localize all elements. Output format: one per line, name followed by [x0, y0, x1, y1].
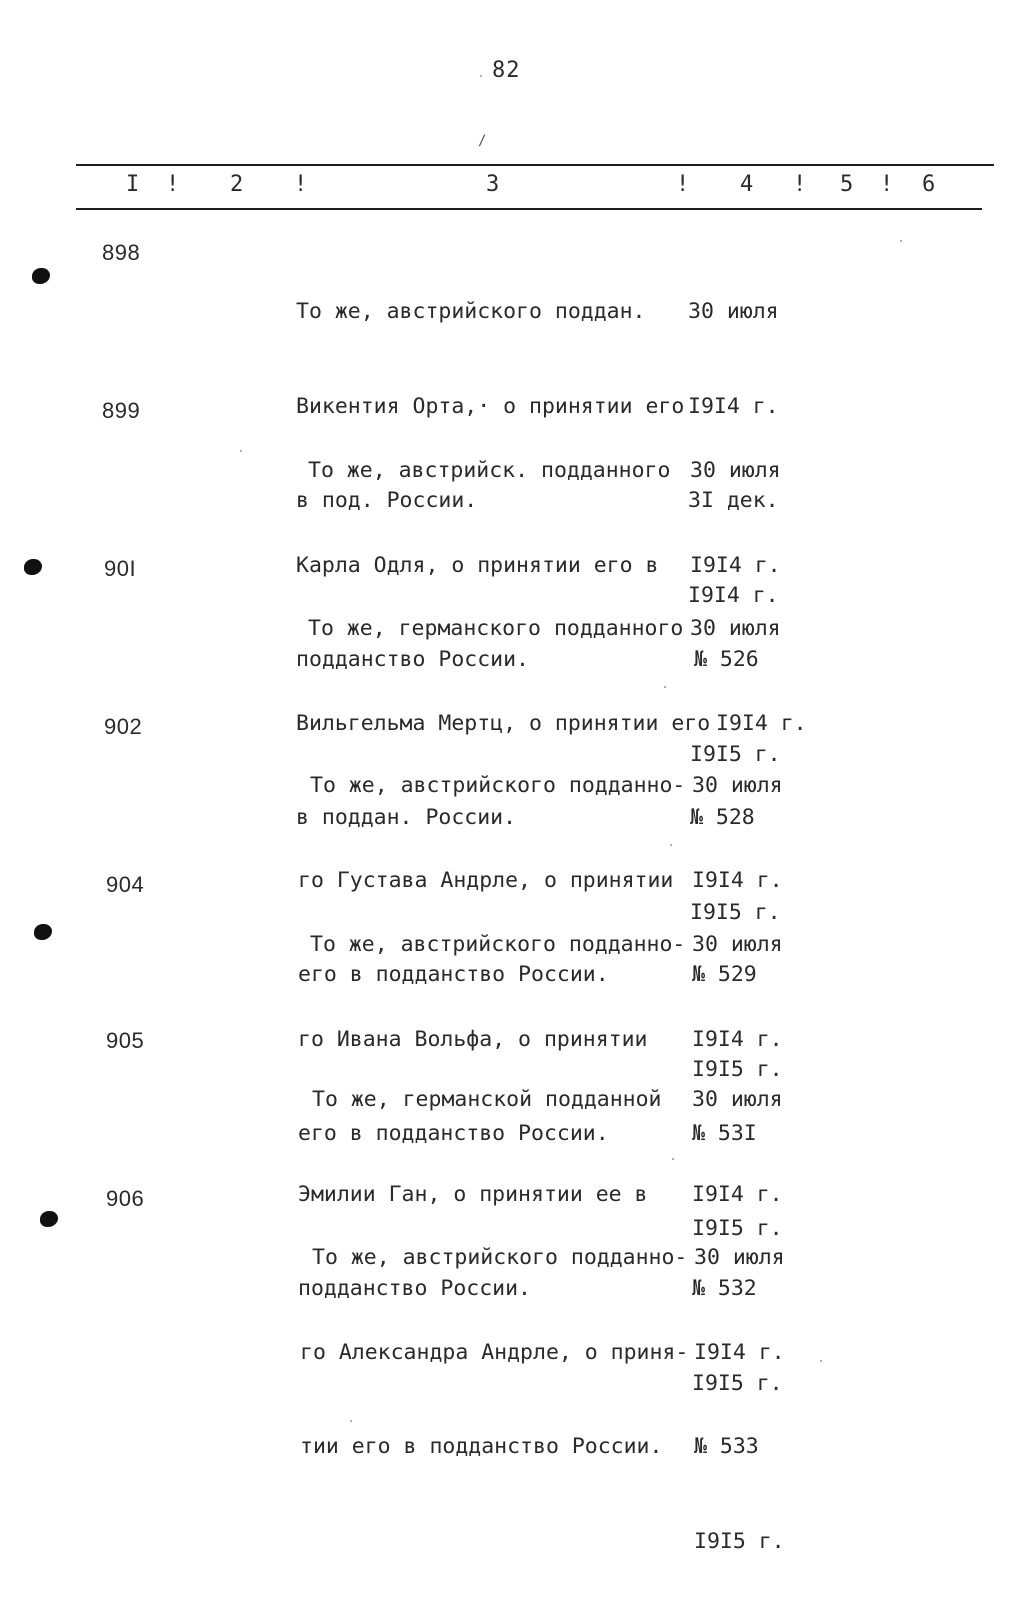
date-line: I9I5 г. — [694, 1528, 785, 1554]
description-line: То же, австрийского подданно- — [310, 932, 686, 957]
date-line: 30 июля — [692, 932, 783, 957]
row-number: 905 — [106, 1028, 145, 1053]
header-separator: ! — [676, 172, 690, 197]
description-line: в поддан. России. — [296, 805, 517, 830]
date-line: 30 июля — [688, 299, 779, 324]
date-line: I9I5 г. — [692, 1370, 783, 1396]
date-line: 30 июля — [692, 1087, 783, 1112]
row-number: 899 — [102, 398, 141, 423]
punch-hole-icon — [32, 268, 50, 284]
date-line: 30 июля — [690, 616, 781, 641]
scan-speck — [820, 1360, 822, 1362]
date-line: № 528 — [690, 805, 755, 830]
header-separator: ! — [166, 172, 180, 197]
row-number: 902 — [104, 714, 143, 739]
description-line: Викентия Орта,· о принятии его — [296, 393, 685, 419]
scan-speck — [670, 844, 672, 846]
date-line: I9I4 г. — [688, 393, 779, 419]
description-line: То же, австрийск. подданного — [308, 458, 671, 483]
date-line: I9I4 г. — [692, 1181, 783, 1207]
scan-speck — [900, 240, 902, 242]
description-line: его в подданство России. — [298, 962, 609, 987]
description-line: подданство России. — [296, 647, 529, 672]
date-line: I9I5 г. — [690, 899, 781, 925]
description-line: го Александра Андрле, о приня- — [300, 1339, 689, 1365]
header-separator: ! — [880, 172, 894, 197]
date-line: 3I дек. — [688, 488, 779, 513]
page-number: 82 — [492, 58, 521, 83]
row-number: 90I — [104, 556, 137, 581]
date-line: I9I4 г. — [716, 710, 807, 736]
description-line: Эмилии Ган, о принятии ее в — [298, 1181, 648, 1207]
row-description — [300, 1179, 688, 1526]
date-line: I9I5 г. — [692, 1215, 783, 1241]
header-col-3: 3 — [486, 172, 500, 197]
scan-speck — [350, 1420, 352, 1422]
row-number: 898 — [102, 240, 141, 265]
pen-mark: / — [478, 133, 487, 149]
description-line: его в подданство России. — [298, 1121, 609, 1146]
date-line: I9I4 г. — [692, 867, 783, 893]
description-line: го Ивана Вольфа, о принятии — [298, 1026, 648, 1052]
date-line: 30 июля — [694, 1245, 785, 1270]
date-line: № 532 — [692, 1276, 757, 1301]
date-line: 30 июля — [690, 458, 781, 483]
row-dates — [694, 1179, 785, 1620]
table-top-rule — [76, 164, 994, 166]
description-line: тии его в подданство России. — [300, 1434, 663, 1459]
description-line: го Густава Андрле, о принятии — [298, 867, 674, 893]
scan-speck — [664, 686, 666, 688]
row-number: 904 — [106, 872, 145, 897]
punch-hole-icon — [34, 924, 52, 940]
date-line: № 529 — [692, 962, 757, 987]
scan-speck — [480, 75, 482, 77]
scan-speck — [672, 1158, 674, 1160]
row-number: 906 — [106, 1186, 145, 1211]
header-col-6: 6 — [922, 172, 936, 197]
description-line: То же, германского подданного — [308, 616, 684, 641]
date-line: I9I4 г. — [694, 1339, 785, 1365]
description-line: То же, австрийского поддан. — [296, 299, 646, 324]
date-line: 30 июля — [692, 773, 783, 798]
date-line: I9I4 г. — [690, 552, 781, 578]
description-line: Вильгельма Мертц, о принятии его — [296, 710, 711, 736]
date-line: № 53I — [692, 1121, 757, 1146]
header-separator: ! — [294, 172, 308, 197]
description-line: То же, германской подданной — [312, 1087, 662, 1112]
date-line: I9I4 г. — [692, 1026, 783, 1052]
header-col-5: 5 — [840, 172, 854, 197]
date-line: № 526 — [694, 647, 759, 672]
header-col-4: 4 — [740, 172, 754, 197]
date-line: I9I4 г. — [688, 582, 779, 608]
header-col-1: I — [126, 172, 140, 197]
description-line: То же, австрийского подданно- — [312, 1245, 688, 1270]
header-col-2: 2 — [230, 172, 244, 197]
table-header-rule — [76, 208, 982, 210]
header-separator: ! — [793, 172, 807, 197]
description-line: Карла Одля, о принятии его в — [296, 552, 659, 578]
description-line: То же, австрийского подданно- — [310, 773, 686, 798]
punch-hole-icon — [24, 559, 42, 575]
date-line: I9I5 г. — [690, 741, 781, 767]
description-line: в под. России. — [296, 488, 478, 513]
date-line: № 533 — [694, 1434, 759, 1459]
description-line: подданство России. — [298, 1276, 531, 1301]
date-line: I9I5 г. — [692, 1056, 783, 1082]
scan-speck — [240, 450, 242, 452]
punch-hole-icon — [40, 1211, 58, 1227]
